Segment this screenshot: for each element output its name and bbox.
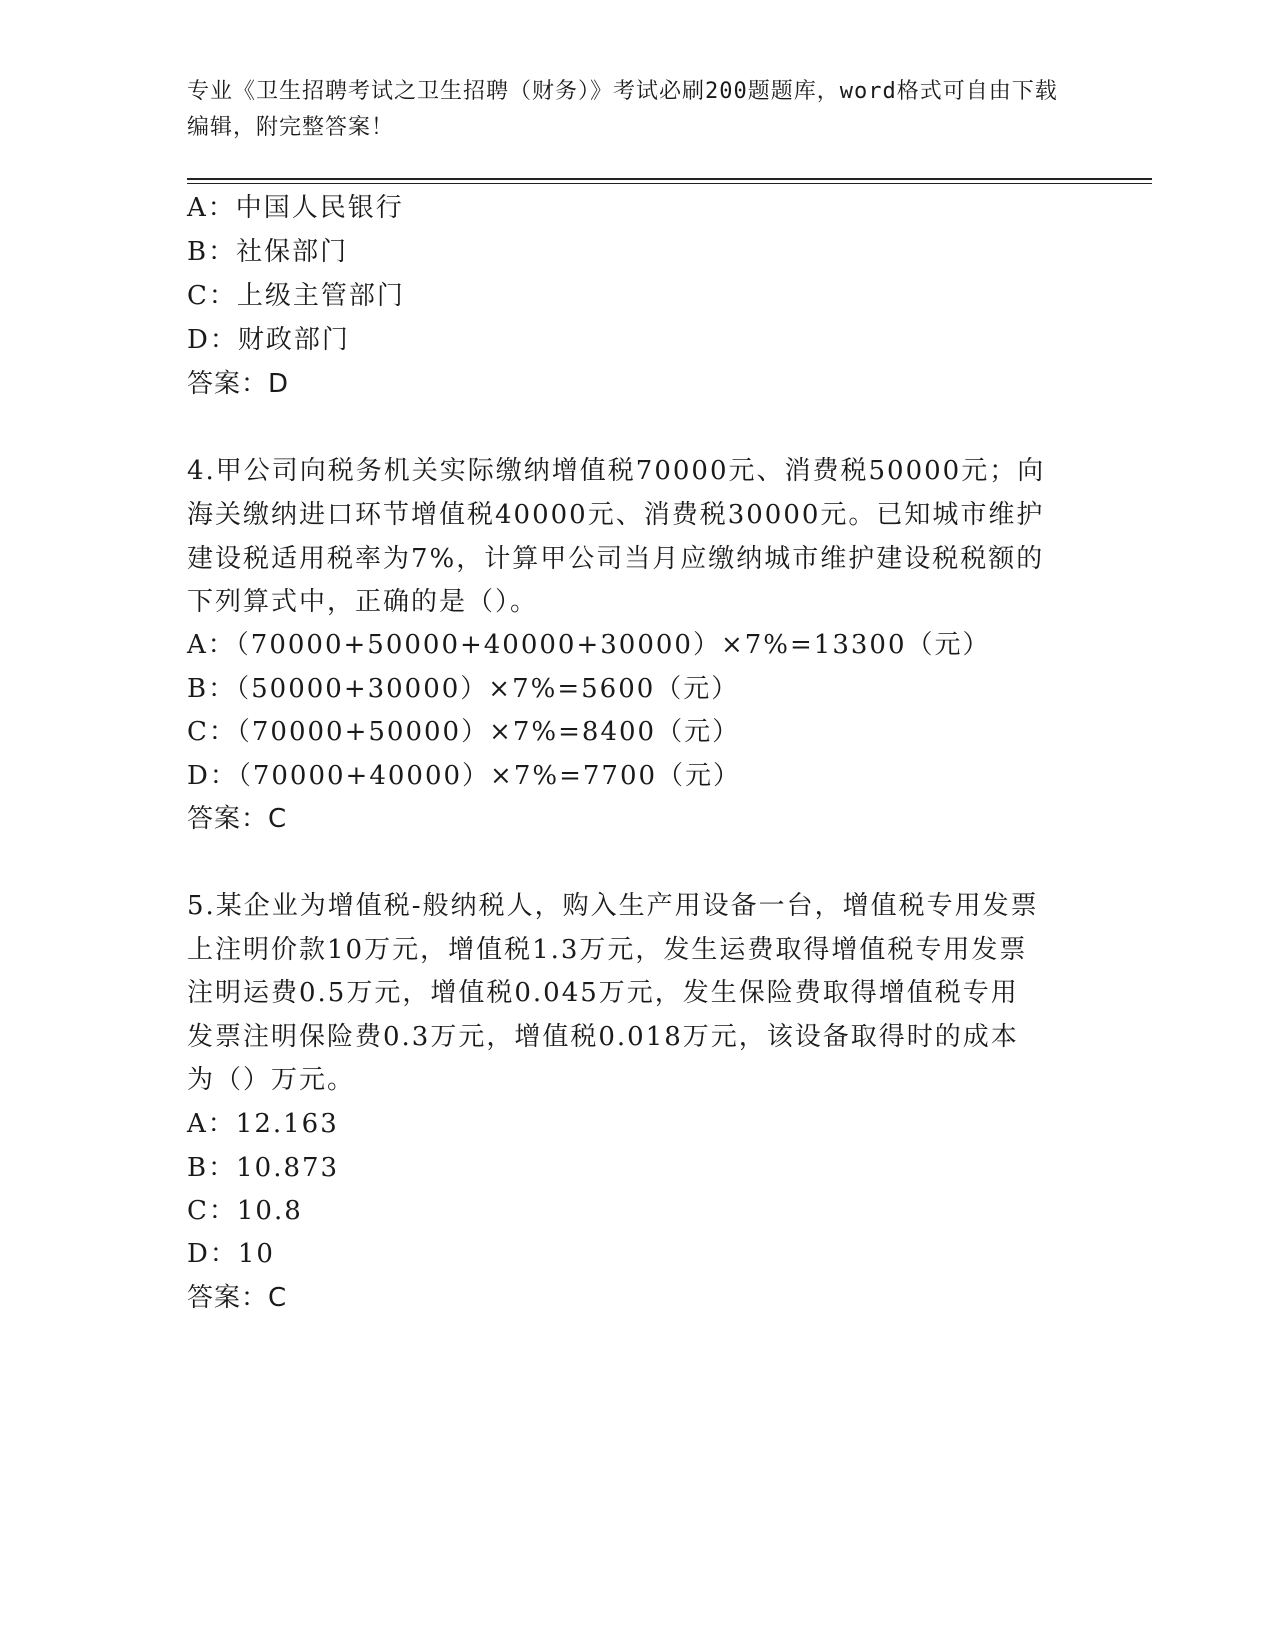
q4-option-d: D：（70000+40000）×7%=7700（元）	[187, 761, 742, 791]
header-divider-thick	[187, 178, 1152, 180]
q5-stem-line-3: 注明运费0.5万元，增值税0.045万元，发生保险费取得增值税专用	[187, 978, 1019, 1008]
q4-answer: 答案：C	[187, 804, 288, 834]
q5-option-d: D：10	[187, 1239, 275, 1269]
q4-stem-line-1: 4.甲公司向税务机关实际缴纳增值税70000元、消费税50000元；向	[187, 456, 1046, 486]
q3-answer: 答案：D	[187, 369, 290, 399]
q5-stem-line-4: 发票注明保险费0.3万元，增值税0.018万元，该设备取得时的成本	[187, 1022, 1019, 1052]
q3-option-d: D：财政部门	[187, 325, 350, 355]
q4-option-c: C：（70000+50000）×7%=8400（元）	[187, 717, 741, 747]
q4-stem-line-2: 海关缴纳进口环节增值税40000元、消费税30000元。已知城市维护	[187, 500, 1045, 530]
q5-stem-line-2: 上注明价款10万元，增值税1.3万元，发生运费取得增值税专用发票	[187, 935, 1028, 965]
q3-option-b: B：社保部门	[187, 237, 349, 267]
q5-stem-line-5: 为（）万元。	[187, 1065, 356, 1095]
q5-option-b: B：10.873	[187, 1153, 340, 1183]
q5-option-c: C：10.8	[187, 1196, 303, 1226]
q5-option-a: A：12.163	[187, 1109, 339, 1139]
header-divider-thin	[187, 183, 1152, 184]
q4-option-a: A：（70000+50000+40000+30000）×7%=13300（元）	[187, 630, 991, 660]
q3-option-c: C：上级主管部门	[187, 281, 405, 311]
document-header: 专业《卫生招聘考试之卫生招聘（财务）》考试必刷200题题库，word格式可自由下载编辑，附完整答案！	[187, 79, 1058, 140]
q5-answer: 答案：C	[187, 1283, 288, 1313]
q3-option-a: A：中国人民银行	[187, 193, 404, 223]
q4-stem-line-3: 建设税适用税率为7%，计算甲公司当月应缴纳城市维护建设税税额的	[187, 544, 1045, 574]
q5-stem-line-1: 5.某企业为增值税-般纳税人，购入生产用设备一台，增值税专用发票	[187, 891, 1039, 921]
q4-option-b: B：（50000+30000）×7%=5600（元）	[187, 674, 740, 704]
q4-stem-line-4: 下列算式中，正确的是（）。	[187, 587, 539, 617]
